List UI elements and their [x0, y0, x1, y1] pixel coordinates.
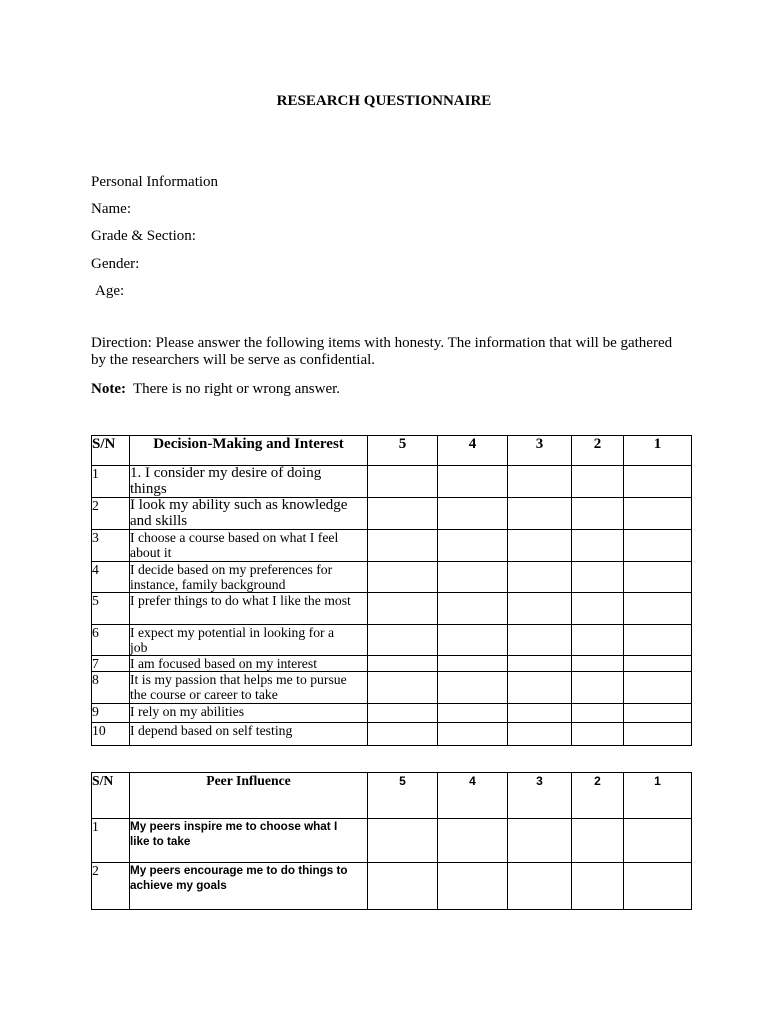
rating-cell-5 [368, 863, 438, 910]
rating-cell-2 [572, 498, 624, 530]
rating-cell-4 [438, 863, 508, 910]
rating-cell-1 [624, 819, 692, 863]
rating-cell-1 [624, 593, 692, 625]
rating-cell-1 [624, 498, 692, 530]
rating-cell-5 [368, 530, 438, 562]
questionnaire-title: RESEARCH QUESTIONNAIRE [276, 93, 492, 109]
item-cell [130, 863, 368, 910]
name-field-label: Name: [91, 201, 131, 217]
rating-cell-1 [624, 562, 692, 593]
item-text: It is my passion that helps me to pursue the course or career to take [130, 672, 347, 702]
topic-header: Decision-Making and Interest [130, 436, 368, 466]
rating-cell-5 [368, 625, 438, 656]
rating-cell-4 [438, 656, 508, 672]
rating-cell-4 [438, 530, 508, 562]
direction-text: Direction: Please answer the following items with honesty. The information that will be gathered by the researchers will be serve as confidential. [91, 335, 673, 368]
scale-header-1: 1 [624, 773, 692, 819]
item-cell [130, 466, 368, 498]
scale-header-4: 4 [438, 773, 508, 819]
rating-cell-3 [508, 625, 572, 656]
rating-cell-5 [368, 562, 438, 593]
row-number: 1 [92, 466, 130, 498]
rating-cell-3 [508, 672, 572, 704]
item-cell [130, 656, 368, 672]
row-number: 3 [92, 530, 130, 562]
rating-cell-3 [508, 498, 572, 530]
item-text: I depend based on self testing [130, 723, 293, 738]
rating-cell-5 [368, 819, 438, 863]
table-row [92, 656, 692, 672]
item-cell [130, 723, 368, 746]
rating-cell-1 [624, 704, 692, 723]
rating-cell-2 [572, 723, 624, 746]
scale-header-4: 4 [438, 436, 508, 466]
rating-cell-5 [368, 498, 438, 530]
item-cell [130, 498, 368, 530]
rating-cell-2 [572, 672, 624, 704]
rating-cell-3 [508, 466, 572, 498]
item-cell [130, 530, 368, 562]
rating-cell-2 [572, 863, 624, 910]
note-text: There is no right or wrong answer. [132, 381, 341, 397]
item-text: I decide based on my preferences for instance, family background [130, 562, 333, 592]
row-number: 5 [92, 593, 130, 625]
rating-cell-5 [368, 466, 438, 498]
note-label: Note: [91, 381, 126, 397]
item-text: I choose a course based on what I feel about it [130, 530, 339, 560]
rating-cell-4 [438, 819, 508, 863]
item-text: I look my ability such as knowledge and skills [130, 497, 348, 529]
table-row [92, 672, 692, 704]
rating-cell-1 [624, 863, 692, 910]
sn-header: S/N [92, 436, 130, 466]
row-number: 1 [92, 819, 130, 863]
row-number: 10 [92, 723, 130, 746]
topic-header: Peer Influence [130, 773, 368, 819]
age-field-label: Age: [95, 283, 125, 299]
rating-cell-3 [508, 704, 572, 723]
item-text: My peers inspire me to choose what I like to take [130, 820, 338, 848]
rating-cell-2 [572, 466, 624, 498]
scale-header-1: 1 [624, 436, 692, 466]
rating-cell-4 [438, 704, 508, 723]
row-number: 2 [92, 498, 130, 530]
rating-cell-3 [508, 819, 572, 863]
personal-info-heading: Personal Information [91, 174, 219, 190]
rating-cell-1 [624, 625, 692, 656]
scale-header-2: 2 [572, 773, 624, 819]
rating-cell-2 [572, 819, 624, 863]
table-row [92, 704, 692, 723]
rating-cell-3 [508, 863, 572, 910]
table-header-row [92, 436, 692, 466]
rating-cell-5 [368, 723, 438, 746]
rating-cell-4 [438, 562, 508, 593]
scale-header-3: 3 [508, 773, 572, 819]
sn-header: S/N [92, 773, 130, 819]
rating-cell-3 [508, 723, 572, 746]
table-row [92, 466, 692, 498]
rating-cell-2 [572, 593, 624, 625]
note-line [91, 380, 340, 398]
rating-cell-4 [438, 466, 508, 498]
grade-section-field-label: Grade & Section: [91, 228, 196, 244]
item-cell [130, 704, 368, 723]
row-number: 9 [92, 704, 130, 723]
rating-cell-1 [624, 466, 692, 498]
rating-cell-2 [572, 656, 624, 672]
item-text: I am focused based on my interest [130, 656, 318, 671]
item-text: 1. I consider my desire of doing things [130, 465, 322, 497]
table-row [92, 625, 692, 656]
rating-cell-2 [572, 704, 624, 723]
rating-cell-4 [438, 723, 508, 746]
table-row [92, 562, 692, 593]
scale-header-5: 5 [368, 436, 438, 466]
rating-cell-2 [572, 625, 624, 656]
rating-cell-5 [368, 704, 438, 723]
rating-cell-2 [572, 562, 624, 593]
rating-cell-3 [508, 593, 572, 625]
rating-cell-4 [438, 593, 508, 625]
rating-cell-5 [368, 656, 438, 672]
rating-cell-1 [624, 723, 692, 746]
table-row [92, 819, 692, 863]
row-number: 8 [92, 672, 130, 704]
item-text: I prefer things to do what I like the most [130, 593, 351, 608]
rating-cell-2 [572, 530, 624, 562]
rating-cell-1 [624, 672, 692, 704]
peer-influence-table [91, 772, 692, 910]
row-number: 2 [92, 863, 130, 910]
item-cell [130, 672, 368, 704]
item-cell [130, 562, 368, 593]
table-header-row [92, 773, 692, 819]
rating-cell-5 [368, 593, 438, 625]
table-row [92, 863, 692, 910]
rating-cell-3 [508, 562, 572, 593]
row-number: 7 [92, 656, 130, 672]
scale-header-2: 2 [572, 436, 624, 466]
row-number: 6 [92, 625, 130, 656]
rating-cell-4 [438, 498, 508, 530]
item-cell [130, 625, 368, 656]
rating-cell-3 [508, 530, 572, 562]
item-cell [130, 819, 368, 863]
item-cell [130, 593, 368, 625]
gender-field-label: Gender: [91, 256, 140, 272]
table-row [92, 530, 692, 562]
rating-cell-4 [438, 672, 508, 704]
scale-header-3: 3 [508, 436, 572, 466]
table-row [92, 498, 692, 530]
table-row [92, 723, 692, 746]
rating-cell-5 [368, 672, 438, 704]
rating-cell-1 [624, 530, 692, 562]
row-number: 4 [92, 562, 130, 593]
rating-cell-4 [438, 625, 508, 656]
item-text: I rely on my abilities [130, 704, 245, 719]
scale-header-5: 5 [368, 773, 438, 819]
item-text: I expect my potential in looking for a job [130, 625, 335, 655]
table-row [92, 593, 692, 625]
item-text: My peers encourage me to do things to achieve my goals [130, 864, 348, 892]
decision-making-interest-table [91, 435, 692, 746]
rating-cell-1 [624, 656, 692, 672]
rating-cell-3 [508, 656, 572, 672]
